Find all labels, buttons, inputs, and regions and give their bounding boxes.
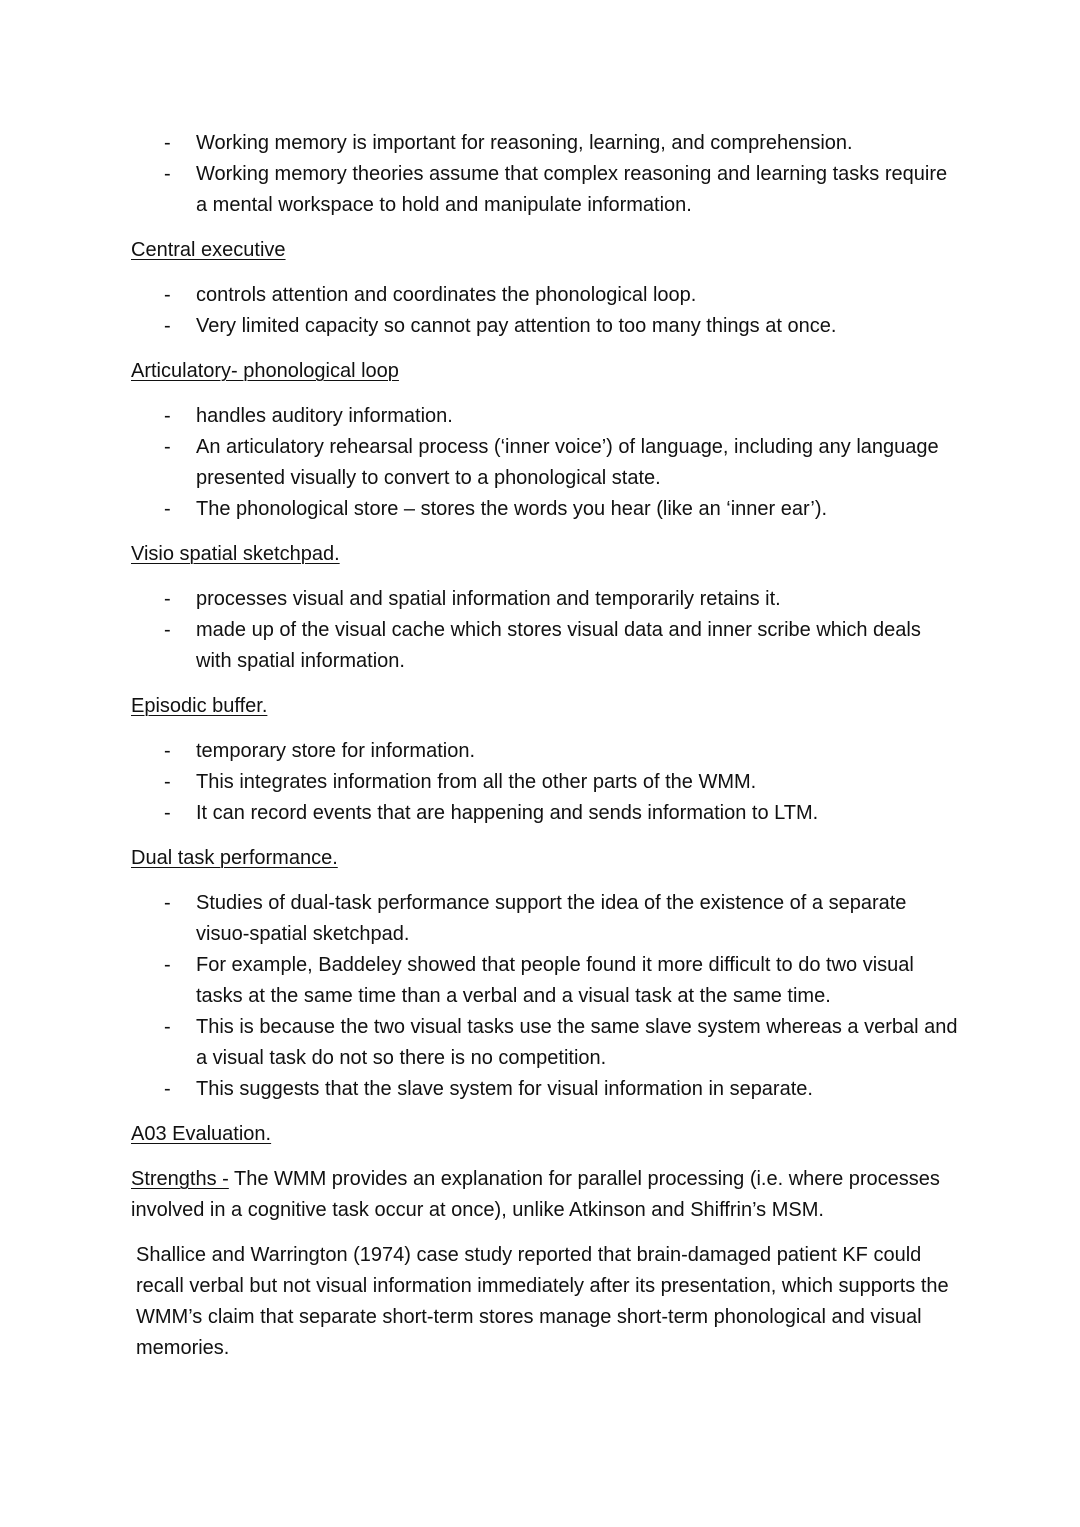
- strengths-text: The WMM provides an explanation for parallel processing (i.e. where processes involved in a cognitive task occur at once), unlike Atkinson and Shiffrin’s MSM.: [131, 1168, 940, 1221]
- section-heading-central-executive: Central executive: [131, 239, 286, 261]
- strengths-paragraph: [131, 1164, 961, 1226]
- list-item: - This integrates information from all the other parts of the WMM.: [196, 767, 961, 798]
- list-item: - This is because the two visual tasks use the same slave system whereas a verbal and a visual task do not so there is no competition.: [196, 1012, 961, 1074]
- bullet-dash: -: [164, 498, 171, 520]
- section-heading-dual-task: Dual task performance.: [131, 847, 338, 869]
- bullet-dash: -: [164, 315, 171, 337]
- bullet-dash: -: [164, 740, 171, 762]
- phonological-loop-list: [131, 401, 961, 525]
- list-item: - controls attention and coordinates the phonological loop.: [196, 280, 961, 311]
- list-item: - Studies of dual-task performance support the idea of the existence of a separate visuo-spatial sketchpad.: [196, 888, 961, 950]
- section-heading-phonological-loop: Articulatory- phonological loop: [131, 360, 399, 382]
- bullet-dash: -: [164, 588, 171, 610]
- list-item: - This suggests that the slave system for visual information in separate.: [196, 1074, 961, 1105]
- bullet-dash: -: [164, 771, 171, 793]
- list-item: - processes visual and spatial information and temporarily retains it.: [196, 584, 961, 615]
- section-heading-sketchpad: Visio spatial sketchpad.: [131, 543, 340, 565]
- bullet-dash: -: [164, 619, 171, 641]
- document-page: [131, 128, 961, 1364]
- intro-list: [131, 128, 961, 221]
- list-item: - Working memory is important for reasoning, learning, and comprehension.: [196, 128, 961, 159]
- section-heading-evaluation: A03 Evaluation.: [131, 1123, 272, 1145]
- bullet-dash: -: [164, 892, 171, 914]
- bullet-dash: -: [164, 163, 171, 185]
- list-item: - handles auditory information.: [196, 401, 961, 432]
- bullet-dash: -: [164, 405, 171, 427]
- bullet-dash: -: [164, 284, 171, 306]
- case-study-paragraph: Shallice and Warrington (1974) case study reported that brain-damaged patient KF could recall verbal but not visual information immediately after its presentation, which supports the WMM’s claim that separate short-term stores manage short-term phonological and visual memories.: [136, 1244, 949, 1359]
- bullet-dash: -: [164, 436, 171, 458]
- dual-task-list: [131, 888, 961, 1105]
- list-item: - temporary store for information.: [196, 736, 961, 767]
- list-item: - made up of the visual cache which stores visual data and inner scribe which deals with spatial information.: [196, 615, 961, 677]
- bullet-dash: -: [164, 802, 171, 824]
- episodic-buffer-list: [131, 736, 961, 829]
- strengths-label: Strengths -: [131, 1168, 229, 1190]
- bullet-dash: -: [164, 132, 171, 154]
- section-heading-episodic-buffer: Episodic buffer.: [131, 695, 268, 717]
- bullet-dash: -: [164, 1078, 171, 1100]
- bullet-dash: -: [164, 954, 171, 976]
- list-item: - Very limited capacity so cannot pay attention to too many things at once.: [196, 311, 961, 342]
- list-item: - The phonological store – stores the words you hear (like an ‘inner ear’).: [196, 494, 961, 525]
- central-executive-list: [131, 280, 961, 342]
- list-item: - For example, Baddeley showed that people found it more difficult to do two visual tasks at the same time than a verbal and a visual task at the same time.: [196, 950, 961, 1012]
- bullet-dash: -: [164, 1016, 171, 1038]
- list-item: - An articulatory rehearsal process (‘inner voice’) of language, including any language presented visually to convert to a phonological state.: [196, 432, 961, 494]
- sketchpad-list: [131, 584, 961, 677]
- list-item: - Working memory theories assume that complex reasoning and learning tasks require a mental workspace to hold and manipulate information.: [196, 159, 961, 221]
- list-item: - It can record events that are happening and sends information to LTM.: [196, 798, 961, 829]
